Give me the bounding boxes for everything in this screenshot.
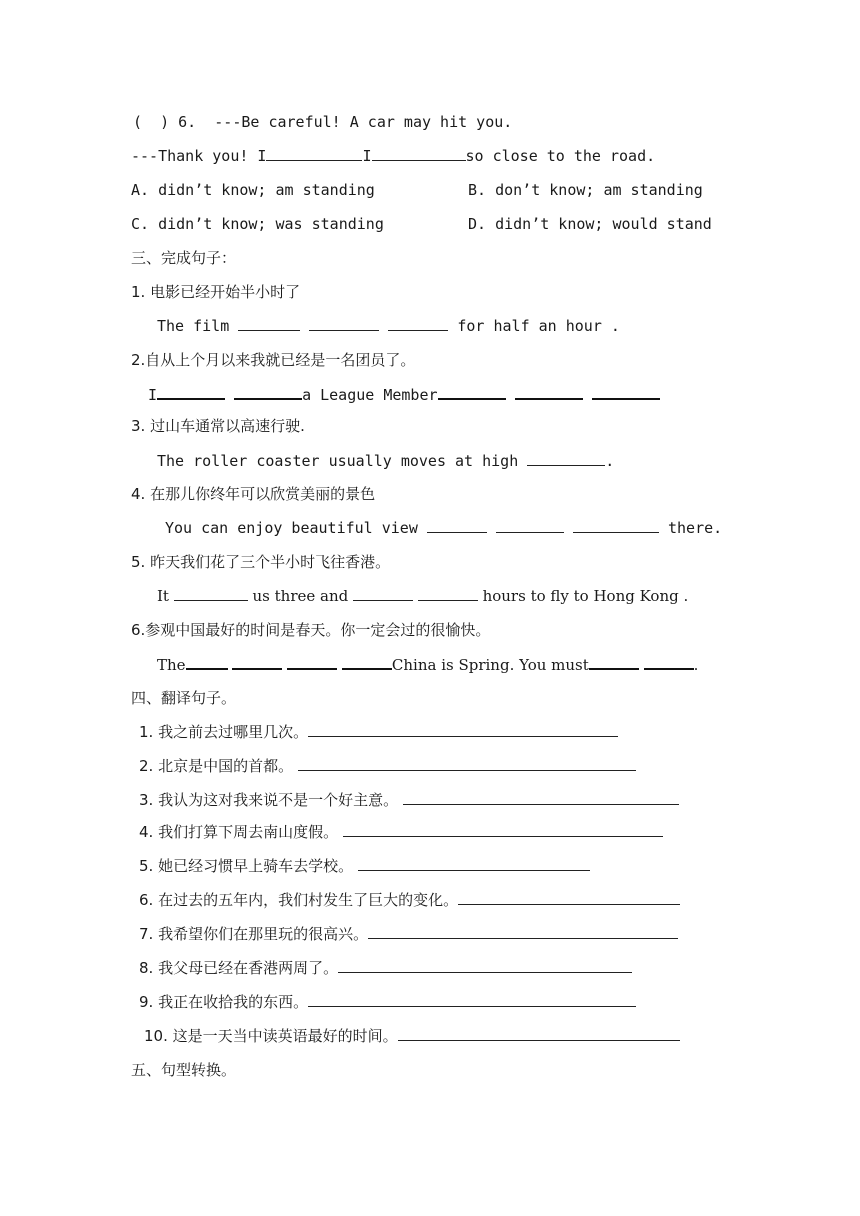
s3-item3-blank-1[interactable] [527,451,605,466]
s3-item6-blank-2[interactable] [232,654,282,670]
s3-item1-text-b: for half an hour . [457,317,620,335]
s4-item9-answer-line[interactable] [308,992,636,1007]
s4-item1-answer-line[interactable] [308,722,618,737]
s4-item5-answer-line[interactable] [358,856,590,871]
q6-reply-part-b: I [362,147,372,165]
section4-heading: 四、翻译句子。 [131,689,237,707]
s4-item10 [144,1026,680,1046]
s4-item3 [139,790,679,810]
s3-item2-blank-1[interactable] [157,384,225,400]
s3-item6-english [157,654,698,675]
s4-item4-answer-line[interactable] [343,822,663,837]
s3-item1-blank-3[interactable] [388,316,448,331]
s3-item4-blank-3[interactable] [573,518,659,533]
s3-item3-text-a: The roller coaster usually moves at high [157,452,519,470]
s4-item8-text: 8. 我父母已经在香港两周了。 [139,959,339,977]
s3-item2-blank-4[interactable] [515,384,583,400]
s3-item4-english [165,518,722,538]
s3-item2-text-b: a League Member [302,386,438,404]
s3-item5-chinese: 5. 昨天我们花了三个半小时飞往香港。 [131,553,391,571]
s4-item6-answer-line[interactable] [458,890,680,905]
s3-item1-text-a: The film [157,317,230,335]
s3-item1-blank-1[interactable] [238,316,300,331]
s4-item1 [139,722,618,742]
s3-item5-blank-2[interactable] [353,586,413,601]
section5-heading: 五、句型转换。 [131,1061,237,1079]
q6-reply-part-c: so close to the road. [465,147,656,165]
s3-item5-text-b: us three and [252,587,349,605]
s3-item3-english [157,451,614,471]
section3-heading: 三、完成句子： [131,249,237,267]
s4-item1-text: 1. 我之前去过哪里几次。 [139,723,309,741]
s3-item3-text-b: . [605,452,615,470]
s4-item4 [139,822,663,842]
s3-item6-blank-3[interactable] [287,654,337,670]
s4-item2-answer-line[interactable] [298,756,636,771]
s3-item6-blank-1[interactable] [186,654,228,670]
s4-item10-answer-line[interactable] [398,1026,680,1041]
q6-option-b[interactable]: B. don’t know; am standing [468,181,703,199]
s4-item8 [139,958,632,978]
q6-option-d[interactable]: D. didn’t know; would stand [468,215,712,233]
s4-item5-text: 5. 她已经习惯早上骑车去学校。 [139,857,354,875]
s4-item3-answer-line[interactable] [403,790,679,805]
s4-item6-text: 6. 在过去的五年内，我们村发生了巨大的变化。 [139,891,459,909]
s3-item2-english [148,384,660,405]
s3-item6-text-a: The [157,656,186,674]
s4-item9 [139,992,636,1012]
s4-item8-answer-line[interactable] [338,958,632,973]
s3-item3-chinese: 3. 过山车通常以高速行驶. [131,417,305,435]
s4-item3-text: 3. 我认为这对我来说不是一个好主意。 [139,791,399,809]
s3-item5-english [157,586,688,606]
s3-item4-blank-1[interactable] [427,518,487,533]
s4-item6 [139,890,680,910]
s4-item4-text: 4. 我们打算下周去南山度假。 [139,823,339,841]
q6-option-c[interactable]: C. didn’t know; was standing [131,215,384,233]
s3-item1-chinese: 1. 电影已经开始半小时了 [131,283,301,301]
q6-reply [131,146,655,166]
q6-option-a[interactable]: A. didn’t know; am standing [131,181,375,199]
s4-item2 [139,756,636,776]
s3-item6-blank-5[interactable] [589,654,639,670]
s4-item2-text: 2. 北京是中国的首都。 [139,757,294,775]
q6-blank-1[interactable] [266,146,362,161]
s3-item2-blank-3[interactable] [438,384,506,400]
s3-item5-blank-3[interactable] [418,586,478,601]
s4-item7-answer-line[interactable] [368,924,678,939]
s3-item1-english [157,316,620,336]
s3-item5-text-a: It [157,587,169,605]
s4-item10-text: 10. 这是一天当中读英语最好的时间。 [144,1027,398,1045]
s3-item4-chinese: 4. 在那儿你终年可以欣赏美丽的景色 [131,485,376,503]
s4-item7-text: 7. 我希望你们在那里玩的很高兴。 [139,925,369,943]
s3-item6-chinese: 6.参观中国最好的时间是春天。你一定会过的很愉快。 [131,621,491,639]
s4-item7 [139,924,678,944]
s3-item4-text-a: You can enjoy beautiful view [165,519,418,537]
s3-item2-text-a: I [148,386,158,404]
s3-item6-text-c: . [693,656,699,674]
s3-item4-blank-2[interactable] [496,518,564,533]
s3-item5-blank-1[interactable] [174,586,248,601]
s3-item6-text-b: China is Spring. You must [391,656,589,674]
q6-reply-part-a: ---Thank you! I [131,147,267,165]
s3-item6-blank-6[interactable] [644,654,694,670]
s3-item2-blank-2[interactable] [234,384,302,400]
q6-blank-2[interactable] [372,146,466,161]
s3-item6-blank-4[interactable] [342,654,392,670]
s3-item1-blank-2[interactable] [309,316,379,331]
s3-item2-chinese: 2.自从上个月以来我就已经是一名团员了。 [131,351,416,369]
s3-item5-text-c: hours to fly to Hong Kong . [482,587,689,605]
s4-item9-text: 9. 我正在收拾我的东西。 [139,993,309,1011]
q6-stem: ( ) 6. ---Be careful! A car may hit you. [133,113,513,131]
s3-item2-blank-5[interactable] [592,384,660,400]
s4-item5 [139,856,590,876]
s3-item4-text-b: there. [668,519,723,537]
